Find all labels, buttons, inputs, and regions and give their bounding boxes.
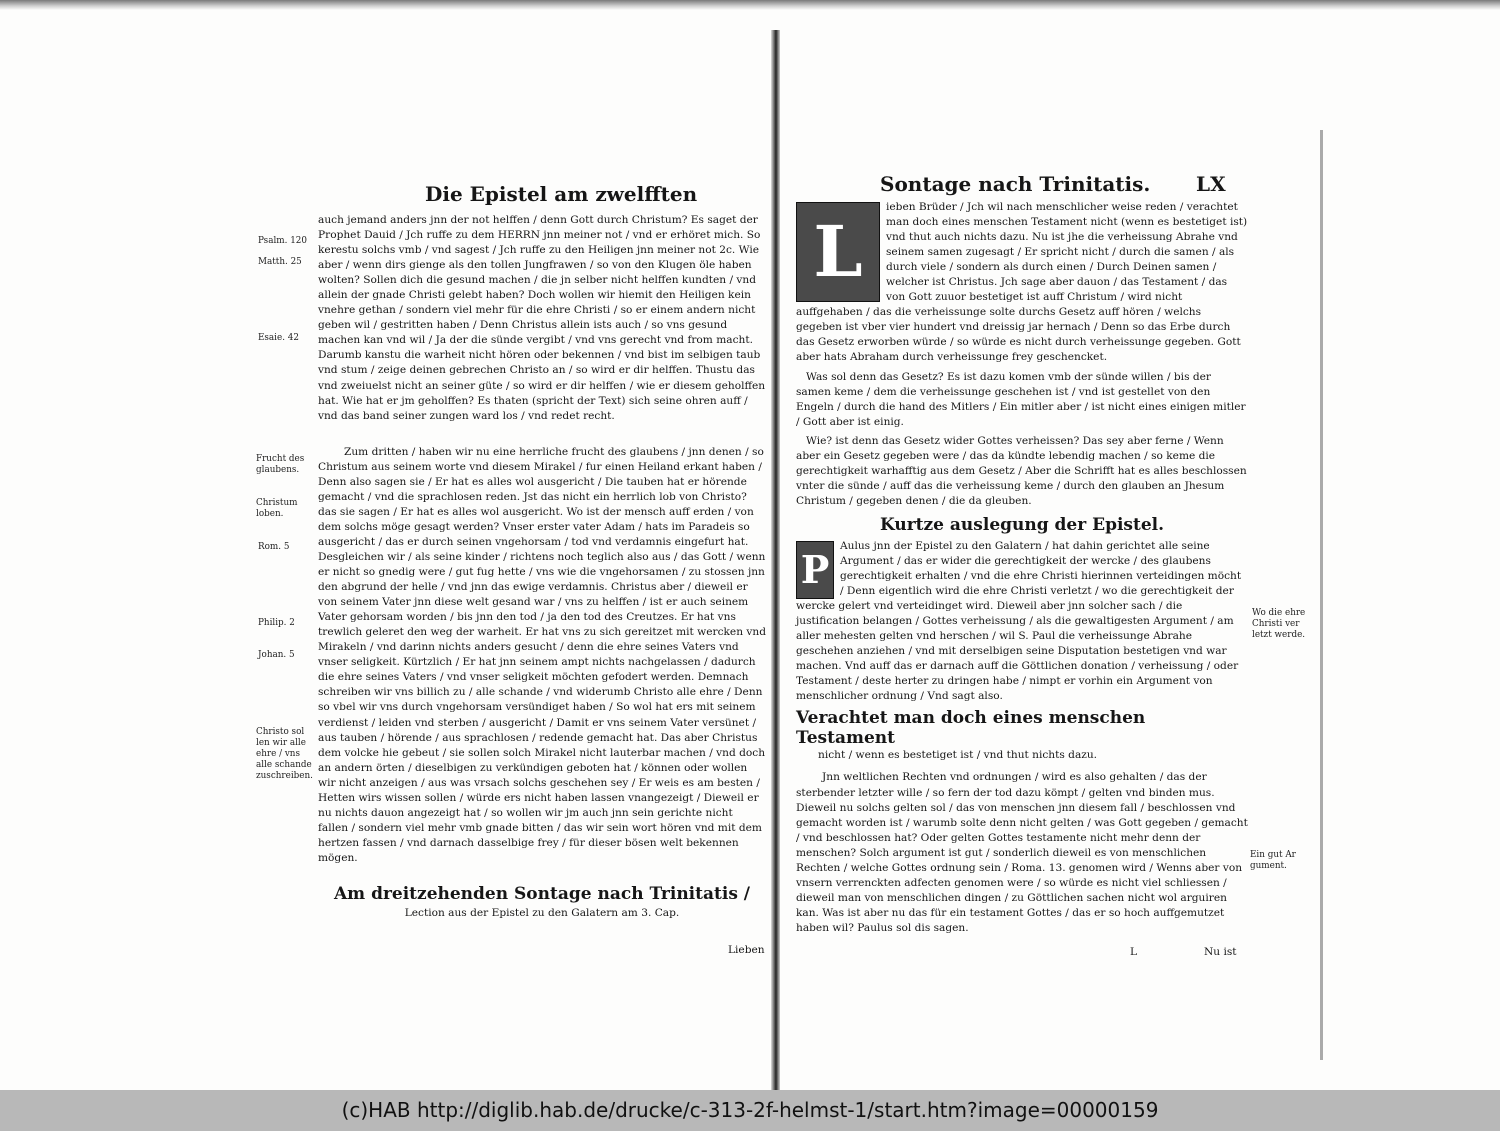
right-lemma-subtitle: nicht / wenn es bestetiget ist / vnd thut nichts dazu. — [818, 749, 1098, 762]
folio-number: LX — [1196, 172, 1226, 196]
left-section-subtitle: Lection aus der Epistel zu den Galatern am 3. Cap. — [404, 906, 680, 919]
margin-note-psalm: Psalm. 120 — [258, 236, 307, 246]
right-section-title: Kurtze auslegung der Epistel. — [879, 514, 1165, 535]
right-paragraph-3: Wie? ist denn das Gesetz wider Gottes verheissen? Das sey aber ferne / Wenn aber ein Gesetz gegeben were / das da kündte lebendig machen / so keme die gerechtigkeit warhafftig aus dem Gesetz / Aber die Schrifft hat es alles beschlossen vnter die sünde / auff das die verheissung keme / durch den glauben an Jhesum Christum / gegeben denen / die da gleuben. — [796, 434, 1247, 507]
margin-note-philip: Philip. 2 — [258, 618, 295, 628]
right-catchword: Nu ist — [1204, 946, 1237, 958]
margin-note-rom: Rom. 5 — [258, 542, 290, 552]
margin-note-christum: Christum loben. — [256, 498, 298, 519]
right-paragraph-5: Jnn weltlichen Rechten vnd ordnungen / wird es also gehalten / das der sterbender letzter wille / so fern der tod dazu kömpt / gelten vnd binden mus. Dieweil nu solchs gelten sol / das von menschen jnn diesem fall / beschlossen vnd gemacht worden ist / warumb solte denn nicht gelten / was Gott gegeben / gemacht / vnd beschlossen hat? Oder gelten Gottes testamente nicht mehr denn der menschen? Solch argument ist gut / sonderlich dieweil es von menschlichen Rechten / welche Gottes ordnung sein / Roma. 13. genomen wird / Wenns aber von vnsern verrenckten adfecten genomen were / so würde es nicht viel schliessen / dieweil man von menschlichen dingen / zu Göttlichen sachen nicht wol arguiren kan. Was ist aber nu das für ein testament Gottes / das er so hoch auffgemutzet haben wil? Paulus sol dis sagen. — [796, 771, 1248, 934]
left-paragraph-1: auch jemand anders jnn der not helffen / denn Gott durch Christum? Es saget der Prophet Dauid / Jch ruffe zu dem HERRN jnn meiner not / vnd er erhöret mich. So kerestu solchs vmb / vnd sagest / Jch ruffe zu den Heiligen jnn meiner not 2c. Wie aber / wenn dirs gienge als den tollen Jungfrawen / so von den Klugen öle haben wolten? Sollen dich die gesund machen / die jn selber nicht helffen kundten / vnd allein der gnade Christi gelebt haben? Doch wollen wir hiemit den Heiligen kein vnehre gethan / sondern viel mehr für die ehre Christi / so er einem andern nicht geben wil / gestritten haben / Denn Christus allein ists auch / so vns gesund machen kan vnd wil / Ja der die sünde vergibt / vnd vns gerecht vnd from macht. Darumb kanstu die warheit nicht hören oder bekennen / vnd bist im selbigen taub vnd stum / zeige deinen gebrechen Christo an / so wird er dir helffen. Thustu das vnd zweiuelst nicht an seiner güte / so wird er dir helffen / wie er diesem geholffen hat. Wie hat er jm geholffen? Es thaten (spricht der Text) sich seine ohren auff / vnd das band seiner zungen ward los / vnd redet recht. — [318, 214, 766, 422]
right-running-header: Sontage nach Trinitatis. — [880, 172, 1151, 196]
margin-note-matth: Matth. 25 — [258, 257, 302, 267]
right-paragraph-2: Was sol denn das Gesetz? Es ist dazu komen vmb der sünde willen / bis der samen keme / dem die verheissunge geschehen ist / vnd ist gestellet von den Engeln / durch die hand des Mitlers / Ein mitler aber / ist nicht eines einigen mitler / Gott aber ist einig. — [796, 370, 1246, 428]
scan-top-edge — [0, 0, 1500, 10]
right-lemma-title: Verachtet man doch eines menschen Testament — [796, 708, 1146, 749]
margin-note-frucht: Frucht des glaubens. — [256, 454, 305, 475]
page-edge — [1320, 130, 1323, 1060]
margin-note-ehre: Wo die ehre Christi ver letzt werde. — [1252, 608, 1306, 640]
margin-note-johan: Johan. 5 — [258, 650, 295, 660]
book-gutter — [771, 30, 780, 1090]
signature-mark: L — [1130, 946, 1138, 958]
margin-note-esaie: Esaie. 42 — [258, 333, 299, 343]
margin-note-argument: Ein gut Ar gument. — [1250, 850, 1296, 871]
initial-letter-p: P — [796, 541, 834, 599]
copyright-footer: (c)HAB http://diglib.hab.de/drucke/c-313-2f-helmst-1/start.htm?image=00000159 — [0, 1090, 1500, 1131]
left-paragraph-2: Zum dritten / haben wir nu eine herrliche frucht des glaubens / jnn denen / so Christum aus seinem worte vnd diesem Mirakel / fur einen Heiland erkant haben / Denn also sagen sie / Er hat es alles wol ausgericht / Die tauben hat er hörende gemacht / vnd die sprachlosen reden. Jst das nicht ein herrlich lob von Christo? das sie sagen / Er hat es alles wol ausgericht. Wo ist der mensch auff erden / von dem solchs möge gesagt werden? Vnser erster vater Adam / hats im Paradeis so ausgericht / das er durch seinen vngehorsam / tod vnd verdamnis eingefurt hat. Desgleichen wir / als seine kinder / richtens noch teglich also aus / das Gott / wenn er nicht so gnedig were / gut fug hette / vns wie die vngehorsamen / zu stossen jnn den abgrund der helle / vnd jnn das ewige verdamnis. Christus aber / dieweil er von seinem Vater jnn diese welt gesand war / vns zu helffen / ist er auch seinem Vater gehorsam worden / bis jnn den tod / ja den tod des Creutzes. Er hat vns trewlich geleret den weg der warheit. Er hat vns zu sich gereitzet mit wercken vnd Mirakeln / vnd darinn nichts anders gesucht / denn die ehre seines Vaters vnd vnser seligkeit. Kürtzlich / Er hat jnn seinem ampt nichts nachgelassen / dadurch die ehre seines Vaters / vnd vnser seligkeit möchten gefodert werden. Demnach schreiben wir vns billich zu / alle schande / vnd widerumb Christo alle ehre / Denn so vbel wir vns durch vngehorsam versündiget haben / So wol hat ers mit seinem verdienst / leiden vnd sterben / ausgericht / Damit er vns seinem Vater versünet / aus tauben / hörende / aus sprachlosen / redende gemacht hat. Das aber Christus dem volcke hie gebeut / sie sollen solch Mirakel nicht lauterbar machen / vnd doch an andern örten / dieselbigen zu verkündigen geboten hat / können oder wollen wir nicht anzeigen / aus was vrsach solchs geschehen sey / Er weis es am besten / Hetten wirs wissen sollen / würde ers nicht haben lassen vnangezeigt / Dieweil er nu nichts dauon angezeigt hat / so wollen wir jm auch jnn sein gerichte nicht fallen / sondern viel mehr vmb gnade bitten / das wir sein wort hören vnd mit dem hertzen fassen / vnd darnach dasselbige frey / für dieser bösen welt bekennen mögen. — [318, 445, 766, 864]
margin-note-christo: Christo sol len wir alle ehre / vns alle schande zuschreiben. — [256, 727, 313, 781]
right-page-body — [796, 200, 1248, 936]
right-paragraph-1: ieben Brüder / Jch wil nach menschlicher weise reden / verachtet man doch eines menschen Testament nicht (wenn es bestetiget ist) vnd thut auch nichts dazu. Nu ist jhe die verheissung Abrahe vnd seinem samen zugesagt / Er spricht nicht / durch die samen / als durch viele / sondern als durch einen / Durch Deinen samen / welcher ist Christus. Jch sage aber dauon / das Testament / das von Gott zuuor bestetiget ist auff Christum / wird nicht auffgehaben / das die verheissunge solte durchs Gesetz auff hören / welchs gegeben ist vber vier hundert vnd dreissig jar hernach / Denn so das Erbe durch das Gesetz erworben würde / so würde es nicht durch verheissunge gegeben. Gott aber hats Abraham durch verheissunge frey geschencket. — [796, 201, 1248, 364]
right-paragraph-4: Aulus jnn der Epistel zu den Galatern / hat dahin gerichtet alle seine Argument / das er wider die gerechtigkeit der wercke / des glaubens gerechtigkeit erhalten / vnd die ehre Christi hierinnen verteidingen möcht / Denn eigentlich wird die ehre Christi verletzt / wo die gerechtigkeit der wercke gelert vnd verteidinget wird. Dieweil aber jnn solcher sach / die justification belangen / Gottes verheissung / als die gewaltigesten Argument / am aller mehesten gelten vnd herschen / wil S. Paul die verheissunge Abrahe geschehen anziehen / vnd mit derselbigen seine Disputation bestetigen vnd war machen. Vnd auff das er darnach auff die Göttlichen donation / verheissung / oder Testament / deste herter zu dringen habe / nimpt er vorhin ein Argument von menschlicher ordnung / Vnd sagt also. — [796, 539, 1242, 703]
left-running-header: Die Epistel am zwelfften — [425, 182, 698, 206]
left-page-body — [318, 213, 766, 920]
left-section-title: Am dreitzehenden Sontage nach Trinitatis / — [333, 883, 751, 904]
initial-letter-l: L — [796, 202, 880, 302]
left-catchword: Lieben — [728, 944, 765, 956]
